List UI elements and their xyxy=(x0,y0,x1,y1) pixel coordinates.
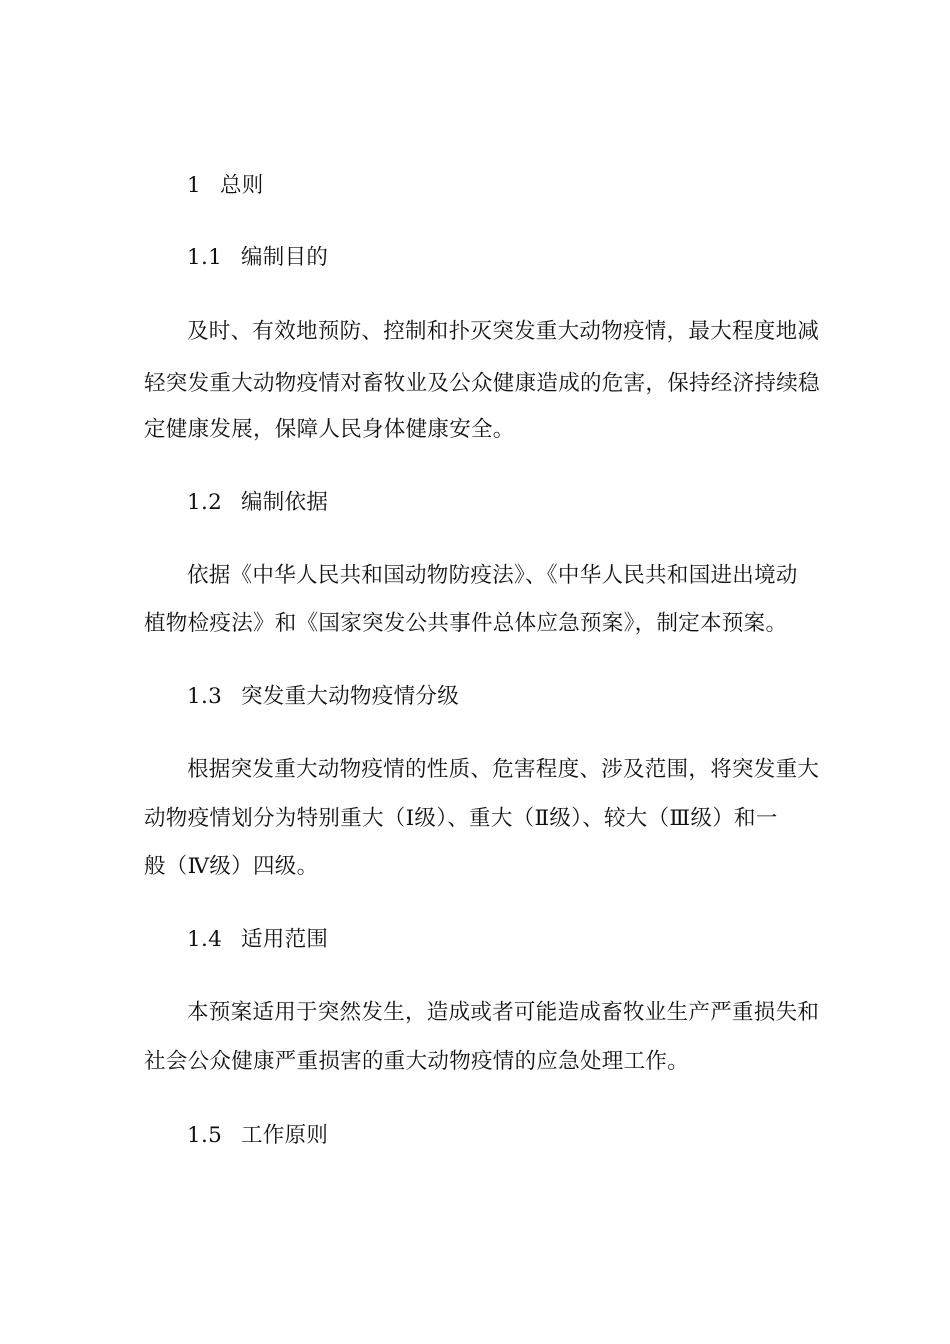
heading-title: 总则 xyxy=(220,173,264,198)
heading-title: 编制依据 xyxy=(241,490,329,515)
paragraph-line: 轻突发重大动物疫情对畜牧业及公众健康造成的危害，保持经济持续稳 xyxy=(144,371,820,396)
section-heading-1-5 xyxy=(187,1124,853,1148)
heading-number: 1.4 xyxy=(187,927,223,952)
paragraph-line: 动物疫情划分为特别重大（Ⅰ级）、重大（Ⅱ级）、较大（Ⅲ级）和一 xyxy=(144,806,778,831)
paragraph-line: 根据突发重大动物疫情的性质、危害程度、涉及范围，将突发重大 xyxy=(187,757,820,782)
paragraph-line: 定健康发展，保障人民身体健康安全。 xyxy=(144,417,515,442)
heading-number: 1.2 xyxy=(187,490,223,515)
heading-title: 编制目的 xyxy=(241,245,329,270)
paragraph-line: 般（Ⅳ级）四级。 xyxy=(144,854,319,879)
heading-number: 1 xyxy=(187,173,201,198)
paragraph-line: 社会公众健康严重损害的重大动物疫情的应急处理工作。 xyxy=(144,1049,690,1074)
heading-title: 突发重大动物疫情分级 xyxy=(241,684,460,709)
chapter-heading xyxy=(187,174,853,198)
heading-number: 1.5 xyxy=(187,1123,223,1148)
section-heading-1-1 xyxy=(187,246,853,270)
heading-title: 工作原则 xyxy=(241,1123,329,1148)
paragraph-line: 依据《中华人民共和国动物防疫法》、《中华人民共和国进出境动 xyxy=(187,563,798,588)
heading-title: 适用范围 xyxy=(241,927,329,952)
section-heading-1-3 xyxy=(187,685,853,709)
paragraph-line: 及时、有效地预防、控制和扑灭突发重大动物疫情，最大程度地减 xyxy=(187,319,820,344)
heading-number: 1.3 xyxy=(187,684,223,709)
section-heading-1-2 xyxy=(187,491,853,515)
heading-number: 1.1 xyxy=(187,245,223,270)
section-heading-1-4 xyxy=(187,928,853,952)
paragraph-line: 本预案适用于突然发生，造成或者可能造成畜牧业生产严重损失和 xyxy=(187,1000,820,1025)
paragraph-line: 植物检疫法》和《国家突发公共事件总体应急预案》，制定本预案。 xyxy=(144,611,788,636)
